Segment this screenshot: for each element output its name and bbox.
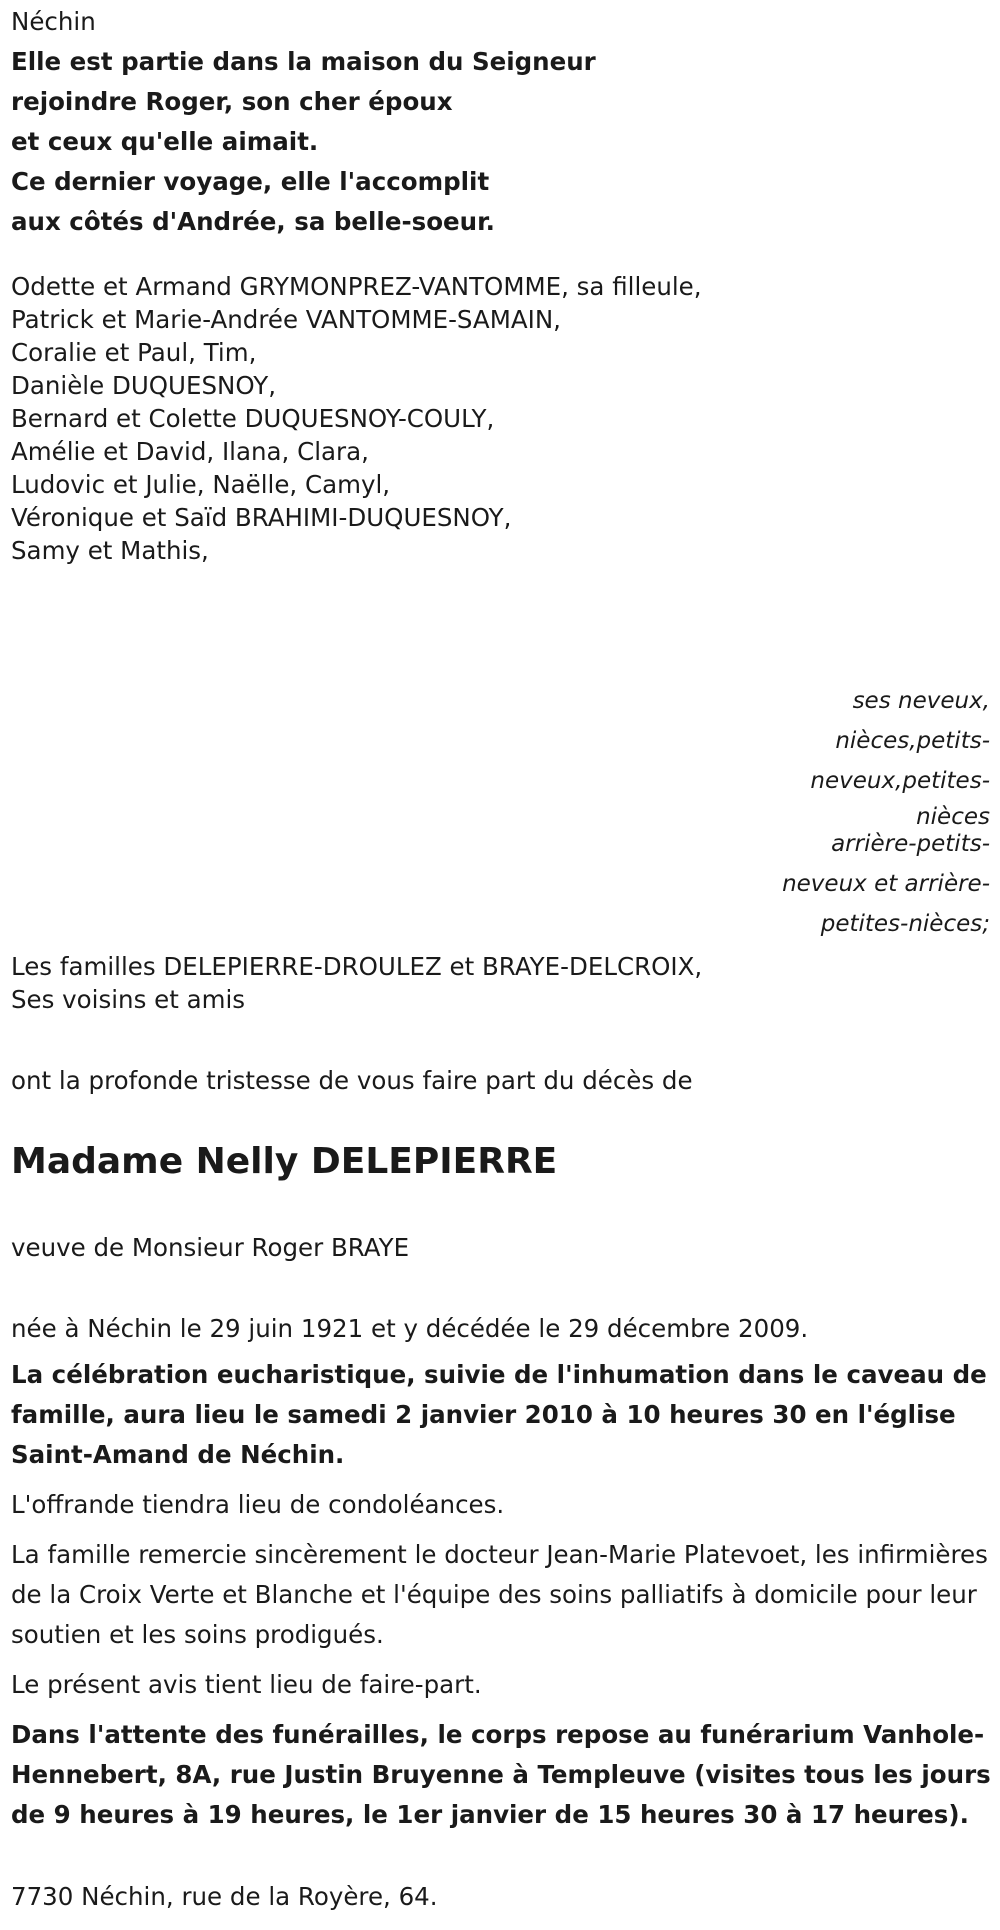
poem-line: rejoindre Roger, son cher époux — [11, 87, 453, 116]
relation-line: nièces,petits- — [835, 728, 990, 754]
families-line: Les familles DELEPIERRE-DROULEZ et BRAYE-DELCROIX, — [11, 952, 703, 981]
poem-line: aux côtés d'Andrée, sa belle-soeur. — [11, 207, 495, 236]
relation-line: petites-nièces; — [820, 911, 990, 937]
relation-line: neveux,petites- — [810, 768, 990, 794]
offering-line: L'offrande tiendra lieu de condoléances. — [11, 1490, 505, 1519]
thanks-paragraph: La famille remercie sincèrement le docteur Jean-Marie Platevoet, les infirmières de la Croix Verte et Blanche et l'équipe des soins palliatifs à domicile pour leur soutien et les soins prodigués. — [11, 1540, 988, 1649]
family-line: Véronique et Saïd BRAHIMI-DUQUESNOY, — [11, 503, 512, 532]
family-line: Patrick et Marie-Andrée VANTOMME-SAMAIN, — [11, 305, 561, 334]
family-line: Amélie et David, Ilana, Clara, — [11, 437, 369, 466]
friends-line: Ses voisins et amis — [11, 985, 246, 1014]
relation-nephews-3 — [750, 761, 990, 801]
relation-nephews-2 — [750, 721, 990, 761]
family-line: Ludovic et Julie, Naëlle, Camyl, — [11, 470, 391, 499]
deceased-name: Madame Nelly DELEPIERRE — [11, 1141, 558, 1182]
relation-line: arrière-petits- — [831, 831, 990, 857]
family-line: Danièle DUQUESNOY, — [11, 371, 277, 400]
poem-line: Ce dernier voyage, elle l'accomplit — [11, 167, 490, 196]
relation-great-1 — [750, 824, 990, 864]
poem-line: et ceux qu'elle aimait. — [11, 127, 319, 156]
funeral-home-paragraph: Dans l'attente des funérailles, le corps repose au funérarium Vanhole-Hennebert, 8A, rue Justin Bruyenne à Templeuve (visites tous les jours de 9 heures à 19 heures, le 1er janvier de 15 heures 30 à 17 heures). — [11, 1720, 991, 1829]
relation-great-3 — [750, 904, 990, 944]
poem-line: Elle est partie dans la maison du Seigneur — [11, 47, 596, 76]
ceremony-paragraph: La célébration eucharistique, suivie de l'inhumation dans le caveau de famille, aura lieu le samedi 2 janvier 2010 à 10 heures 30 en l'église Saint-Amand de Néchin. — [11, 1360, 987, 1469]
relation-line: nièces — [916, 804, 990, 830]
place-header: Néchin — [11, 7, 96, 36]
notice-line: Le présent avis tient lieu de faire-part. — [11, 1670, 482, 1699]
widow-of: veuve de Monsieur Roger BRAYE — [11, 1233, 410, 1262]
family-line: Samy et Mathis, — [11, 536, 209, 565]
relation-great-2 — [750, 864, 990, 904]
announcement: ont la profonde tristesse de vous faire part du décès de — [11, 1066, 693, 1095]
address-line: 7730 Néchin, rue de la Royère, 64. — [11, 1882, 438, 1911]
relation-nephews-1 — [750, 681, 990, 721]
birth-death: née à Néchin le 29 juin 1921 et y décédée le 29 décembre 2009. — [11, 1314, 809, 1343]
relation-line: neveux et arrière- — [782, 871, 990, 897]
relation-line: ses neveux, — [852, 688, 990, 714]
family-line: Odette et Armand GRYMONPREZ-VANTOMME, sa filleule, — [11, 272, 702, 301]
family-line: Bernard et Colette DUQUESNOY-COULY, — [11, 404, 495, 433]
family-line: Coralie et Paul, Tim, — [11, 338, 257, 367]
